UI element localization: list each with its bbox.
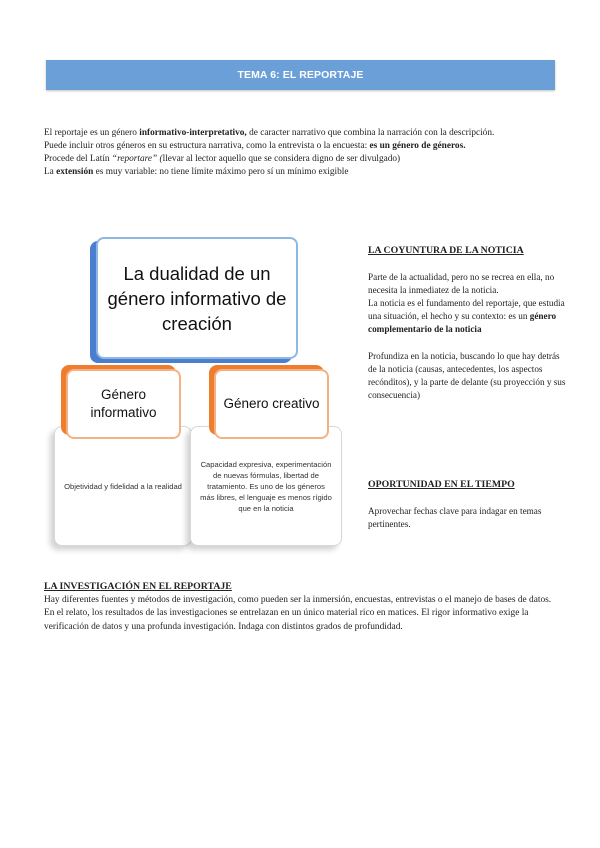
diagram-right-title: Género creativo: [223, 396, 320, 411]
page-title: TEMA 6: EL REPORTAJE: [237, 69, 364, 81]
oportunidad-section: [368, 478, 568, 531]
duality-diagram: [44, 233, 354, 563]
oportunidad-p1: Aprovechar fechas clave para indagar en temas pertinentes.: [368, 506, 542, 529]
intro-text: [44, 127, 564, 179]
investigacion-p2: En el relato, los resultados de las investigaciones se entrelazan en un único material rico en matices. El rigor informativo exige la verificación de datos y una profunda investigación. Indaga con distintos grados de profundidad.: [44, 608, 529, 632]
diagram-creativo-box: [214, 369, 329, 439]
coyuntura-heading: LA COYUNTURA DE LA NOTICIA: [368, 245, 524, 256]
diagram-main-box: [96, 237, 298, 359]
diagram-left-title: Género informativo: [90, 387, 157, 420]
coyuntura-section: [368, 244, 568, 402]
intro-line-2: Puede incluir otros géneros en su estructura narrativa, como la entrevista o la encuesta: es un género de géneros.: [44, 141, 466, 151]
diagram-right-desc: Capacidad expresiva, experimentación de nuevas fórmulas, libertad de tratamiento. Es uno de los géneros más libres, el lenguaje es menos rígido que en la noticia: [200, 459, 332, 513]
diagram-left-desc-box: [54, 426, 192, 546]
page-title-bar: [46, 60, 555, 90]
intro-line-4: La extensión es muy variable: no tiene límite máximo pero sí un mínimo exigible: [44, 167, 349, 177]
investigacion-heading: LA INVESTIGACIÓN EN EL REPORTAJE: [44, 581, 232, 592]
intro-line-1: El reportaje es un género informativo-interpretativo, de caracter narrativo que combina la narración con la descripción.: [44, 128, 495, 138]
diagram-right-desc-box: [190, 426, 342, 546]
investigacion-p1: Hay diferentes fuentes y métodos de investigación, como pueden ser la inmersión, encuestas, entrevistas o el manejo de bases de datos.: [44, 594, 552, 605]
intro-line-3: Procede del Latín “reportare” (llevar al lector aquello que se considera digno de ser divulgado): [44, 154, 401, 164]
investigacion-section: [44, 580, 568, 634]
coyuntura-p1: Parte de la actualidad, pero no se recrea en ella, no necesita la inmediatez de la noticia.: [368, 272, 555, 295]
coyuntura-p3: Profundiza en la noticia, buscando lo que hay detrás de la noticia (causas, antecedentes, los aspectos recónditos), y la parte de delante (su proyección y sus consecuencia): [368, 351, 566, 400]
diagram-informativo-box: [66, 369, 181, 439]
oportunidad-heading: OPORTUNIDAD EN EL TIEMPO: [368, 479, 515, 490]
diagram-main-text: La dualidad de un género informativo de creación: [107, 262, 287, 334]
diagram-left-desc: Objetividad y fidelidad a la realidad: [64, 481, 182, 491]
coyuntura-p2: La noticia es el fundamento del reportaje, que estudia una situación, el hecho y su contexto: es un género complementario de la noticia: [368, 298, 565, 334]
